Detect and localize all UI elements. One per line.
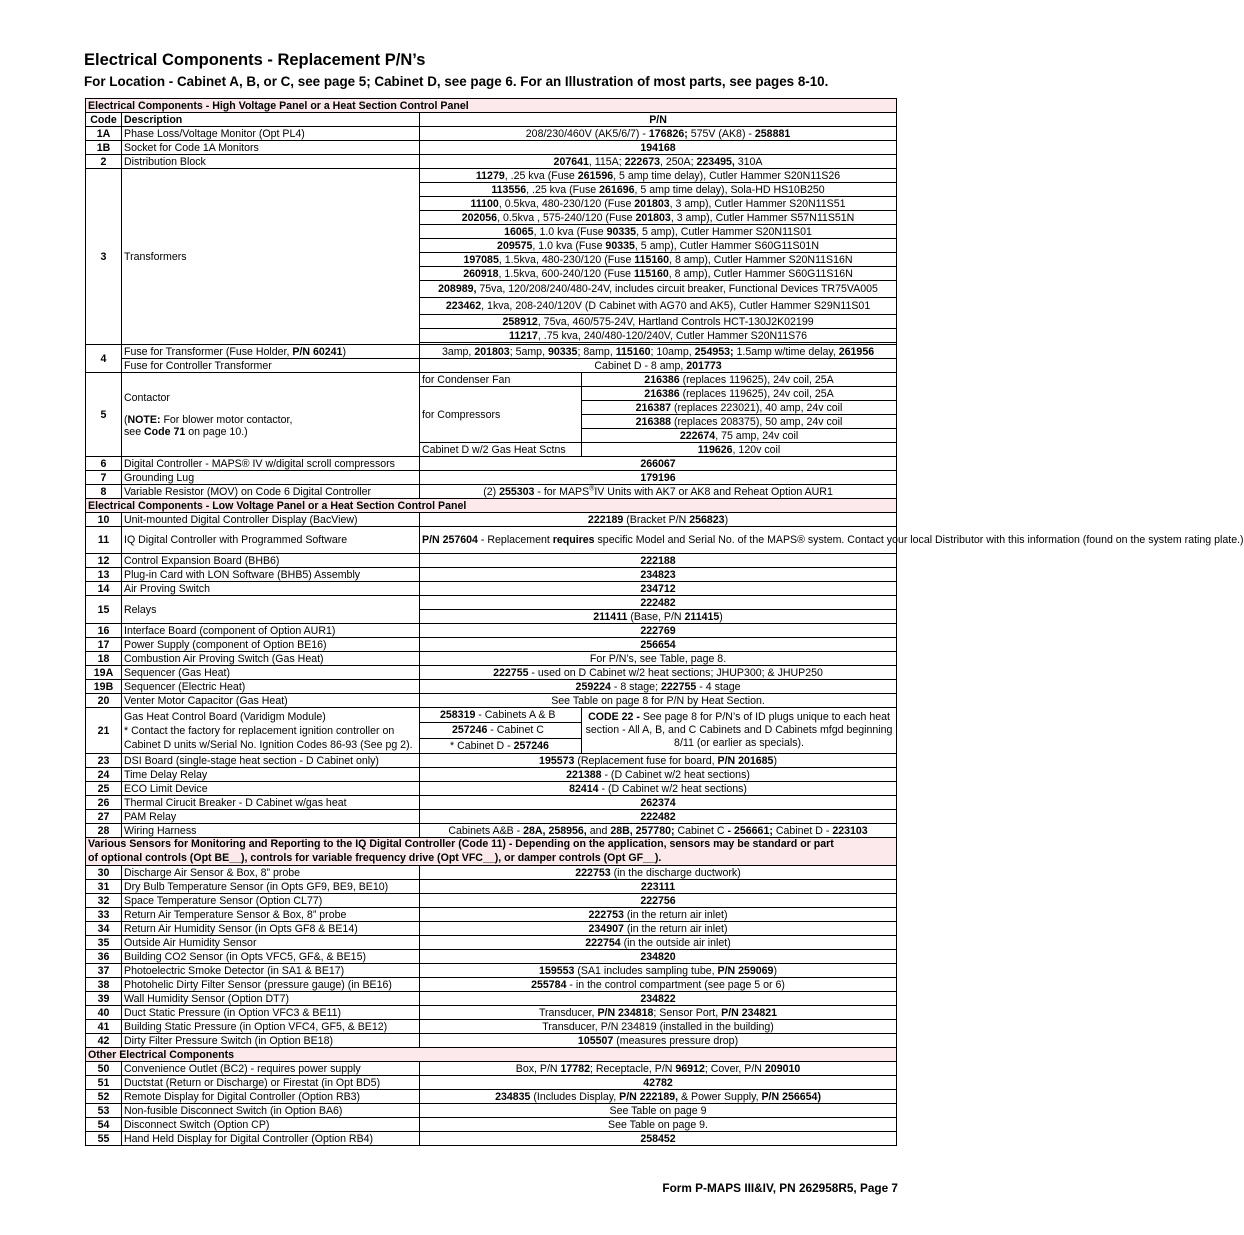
row-code: 36 (86, 950, 122, 964)
table-row (86, 680, 897, 694)
table-row (86, 127, 897, 141)
table-row (86, 1006, 897, 1020)
row-pn: 222754 (in the outside air inlet) (420, 936, 897, 950)
table-row (86, 359, 897, 373)
table-row (86, 485, 897, 499)
row-pn: Box, P/N 17782; Receptacle, P/N 96912; Cover, P/N 209010 (420, 1062, 897, 1076)
table-row (86, 155, 897, 169)
row-code: 55 (86, 1132, 122, 1146)
row-description: Building CO2 Sensor (in Opts VFC5, GF&, & BE15) (122, 950, 420, 964)
row-description: Ductstat (Return or Discharge) or Firestat (in Opt BD5) (122, 1076, 420, 1090)
row-pn: 222189 (Bracket P/N 256823) (420, 513, 897, 527)
row-code: 52 (86, 1090, 122, 1104)
row-pn: 197085, 1.5kva, 480-230/120 (Fuse 115160, 8 amp), Cutler Hammer S20N11S16N (420, 253, 897, 267)
row-pn: 11217, .75 kva, 240/480-120/240V, Cutler Hammer S20N11S76 (420, 329, 897, 343)
table-row (86, 1104, 897, 1118)
header-code: Code (86, 113, 122, 127)
row-code: 20 (86, 694, 122, 708)
row-description: Sequencer (Gas Heat) (122, 666, 420, 680)
row-description: IQ Digital Controller with Programmed Software (122, 527, 420, 554)
row-description: Combustion Air Proving Switch (Gas Heat) (122, 652, 420, 666)
row-code: 30 (86, 866, 122, 880)
row-pn: 234820 (420, 950, 897, 964)
row-pn: 223111 (420, 880, 897, 894)
row-description: Wiring Harness (122, 824, 420, 838)
table-row (86, 768, 897, 782)
row-pn: 221388 - (D Cabinet w/2 heat sections) (420, 768, 897, 782)
table-row (86, 824, 897, 838)
row-code: 39 (86, 992, 122, 1006)
row-description: PAM Relay (122, 810, 420, 824)
row-description: Disconnect Switch (Option CP) (122, 1118, 420, 1132)
row-description: Contactor (NOTE: For blower motor contactor, see Code 71 on page 10.) (122, 373, 420, 457)
row-code: 15 (86, 596, 122, 624)
row-pn: 222753 (in the return air inlet) (420, 908, 897, 922)
row-description: Phase Loss/Voltage Monitor (Opt PL4) (122, 127, 420, 141)
row-pn: 16065, 1.0 kva (Fuse 90335, 5 amp), Cutler Hammer S20N11S01 (420, 225, 897, 239)
row-description: Duct Static Pressure (in Option VFC3 & BE11) (122, 1006, 420, 1020)
table-row (86, 568, 897, 582)
row-subcategory: Cabinet D w/2 Gas Heat Sctns (420, 443, 582, 457)
row-subcategory: for Condenser Fan (420, 373, 582, 387)
table-row (86, 950, 897, 964)
row-code: 53 (86, 1104, 122, 1118)
row-pn: 119626, 120v coil (582, 443, 897, 457)
row-description: Plug-in Card with LON Software (BHB5) Assembly (122, 568, 420, 582)
row-code: 38 (86, 978, 122, 992)
table-row (86, 1034, 897, 1048)
row-code: 32 (86, 894, 122, 908)
row-description: Discharge Air Sensor & Box, 8” probe (122, 866, 420, 880)
row-description: Return Air Humidity Sensor (in Opts GF8 & BE14) (122, 922, 420, 936)
table-row (86, 978, 897, 992)
row-pn: 223462, 1kva, 208-240/120V (D Cabinet with AG70 and AK5), Cutler Hammer S29N11S01 (420, 298, 897, 315)
page-footer: Form P-MAPS III&IV, PN 262958R5, Page 7 (662, 1181, 898, 1195)
row-description: Socket for Code 1A Monitors (122, 141, 420, 155)
row-pn: 42782 (420, 1076, 897, 1090)
row-code: 27 (86, 810, 122, 824)
table-row (86, 652, 897, 666)
row-description: Non-fusible Disconnect Switch (in Option BA6) (122, 1104, 420, 1118)
row-code: 19A (86, 666, 122, 680)
header-description: Description (122, 113, 420, 127)
row-code: 33 (86, 908, 122, 922)
row-code: 1B (86, 141, 122, 155)
row-pn: 234822 (420, 992, 897, 1006)
table-row (86, 922, 897, 936)
row-pn: 216387 (replaces 223021), 40 amp, 24v coil (582, 401, 897, 415)
row-pn: 209575, 1.0 kva (Fuse 90335, 5 amp), Cutler Hammer S60G11S01N (420, 239, 897, 253)
row-pn: 256654 (420, 638, 897, 652)
row-code: 19B (86, 680, 122, 694)
row-description: Dirty Filter Pressure Switch (in Option BE18) (122, 1034, 420, 1048)
row-code: 5 (86, 373, 122, 457)
header-pn: P/N (420, 113, 897, 127)
row-description: Fuse for Transformer (Fuse Holder, P/N 60241) (122, 345, 420, 359)
table-row (86, 708, 897, 754)
row-code: 17 (86, 638, 122, 652)
table-row (86, 1076, 897, 1090)
row-code: 34 (86, 922, 122, 936)
row-pn: 222482 (420, 596, 897, 610)
row-code: 21 (86, 708, 122, 754)
row-pn: P/N 257604 - Replacement requires specific Model and Serial No. of the MAPS® system. Contact your local Distributor with this information (found on the system rating plate.) (420, 527, 897, 554)
row-description: Relays (122, 596, 420, 624)
table-row (86, 796, 897, 810)
row-code: 41 (86, 1020, 122, 1034)
row-description: Variable Resistor (MOV) on Code 6 Digital Controller (122, 485, 420, 499)
row-description: Unit-mounted Digital Controller Display (BacView) (122, 513, 420, 527)
row-code: 25 (86, 782, 122, 796)
row-pn: For P/N’s, see Table, page 8. (420, 652, 897, 666)
table-row (86, 373, 897, 387)
table-row (86, 638, 897, 652)
row-code: 31 (86, 880, 122, 894)
row-description: Dry Bulb Temperature Sensor (in Opts GF9, BE9, BE10) (122, 880, 420, 894)
row-pn: 234823 (420, 568, 897, 582)
row-code: 11 (86, 527, 122, 554)
row-pn: 222482 (420, 810, 897, 824)
row-pn: 259224 - 8 stage; 222755 - 4 stage (420, 680, 897, 694)
row-code: 28 (86, 824, 122, 838)
table-row (86, 141, 897, 155)
row-description: Sequencer (Electric Heat) (122, 680, 420, 694)
row-description: Thermal Cirucit Breaker - D Cabinet w/gas heat (122, 796, 420, 810)
row-pn: 207641, 115A; 222673, 250A; 223495, 310A (420, 155, 897, 169)
row-note: CODE 22 - See page 8 for P/N’s of ID plugs unique to each heat section - All A, B, and C Cabinets and D Cabinets mfgd beginning 8/11 (or earlier as specials). (582, 708, 897, 754)
row-pn: 222188 (420, 554, 897, 568)
row-pn: 222769 (420, 624, 897, 638)
row-pn: 222755 - used on D Cabinet w/2 heat sections; JHUP300; & JHUP250 (420, 666, 897, 680)
table-header (86, 113, 897, 127)
row-code: 35 (86, 936, 122, 950)
page-title: Electrical Components - Replacement P/N’s (84, 51, 426, 69)
row-pn: 216386 (replaces 119625), 24v coil, 25A (582, 373, 897, 387)
table-row (86, 894, 897, 908)
row-pn: 262374 (420, 796, 897, 810)
row-pn: See Table on page 9 (420, 1104, 897, 1118)
row-pn: See Table on page 8 for P/N by Heat Section. (420, 694, 897, 708)
row-pn: 3amp, 201803; 5amp, 90335; 8amp, 115160; 10amp, 254953; 1.5amp w/time delay, 261956 (420, 345, 897, 359)
row-pn: 255784 - in the control compartment (see page 5 or 6) (420, 978, 897, 992)
row-code: 6 (86, 457, 122, 471)
row-code: 26 (86, 796, 122, 810)
row-pn: 105507 (measures pressure drop) (420, 1034, 897, 1048)
table-row (86, 624, 897, 638)
row-description: Hand Held Display for Digital Controller (Option RB4) (122, 1132, 420, 1146)
row-description: Outside Air Humidity Sensor (122, 936, 420, 950)
table-row (86, 810, 897, 824)
row-description: Power Supply (component of Option BE16) (122, 638, 420, 652)
row-pn: 11100, 0.5kva, 480-230/120 (Fuse 201803, 3 amp), Cutler Hammer S20N11S51 (420, 197, 897, 211)
table-row (86, 1020, 897, 1034)
row-pn: 234835 (Includes Display, P/N 222189, & Power Supply, P/N 256654) (420, 1090, 897, 1104)
row-description: Grounding Lug (122, 471, 420, 485)
table-row (86, 582, 897, 596)
row-code: 54 (86, 1118, 122, 1132)
row-pn: Cabinets A&B - 28A, 258956, and 28B, 257780; Cabinet C - 256661; Cabinet D - 223103 (420, 824, 897, 838)
table-row (86, 992, 897, 1006)
row-code: 12 (86, 554, 122, 568)
row-pn: 222674, 75 amp, 24v coil (582, 429, 897, 443)
section-title: Electrical Components - Low Voltage Panel or a Heat Section Control Panel (86, 499, 897, 513)
table-row (86, 1132, 897, 1146)
row-code: 13 (86, 568, 122, 582)
row-code: 1A (86, 127, 122, 141)
table-row (86, 754, 897, 768)
table-row (86, 666, 897, 680)
parts-table (85, 98, 1244, 1146)
row-description: Remote Display for Digital Controller (Option RB3) (122, 1090, 420, 1104)
row-code: 51 (86, 1076, 122, 1090)
section-title: Electrical Components - High Voltage Panel or a Heat Section Control Panel (86, 99, 897, 113)
row-description: Digital Controller - MAPS® IV w/digital scroll compressors (122, 457, 420, 471)
row-pn: 222753 (in the discharge ductwork) (420, 866, 897, 880)
row-subcategory: for Compressors (420, 387, 582, 443)
row-code: 37 (86, 964, 122, 978)
page-subtitle: For Location - Cabinet A, B, or C, see page 5; Cabinet D, see page 6. For an Illustration of most parts, see pages 8-10. (84, 74, 829, 89)
row-description: ECO Limit Device (122, 782, 420, 796)
row-description: Transformers (122, 169, 420, 345)
row-code: 24 (86, 768, 122, 782)
row-description: Building Static Pressure (in Option VFC4, GF5, & BE12) (122, 1020, 420, 1034)
row-pn: 208989, 75va, 120/208/240/480-24V, includes circuit breaker, Functional Devices TR75VA005 (420, 281, 897, 298)
row-pn: 195573 (Replacement fuse for board, P/N 201685) (420, 754, 897, 768)
row-pn-list: 258319 - Cabinets A & B 257246 - Cabinet C * Cabinet D - 257246 (420, 708, 582, 754)
row-pn: 208/230/460V (AK5/6/7) - 176826; 575V (AK8) - 258881 (420, 127, 897, 141)
row-code: 7 (86, 471, 122, 485)
row-pn: 202056, 0.5kva , 575-240/120 (Fuse 201803, 3 amp), Cutler Hammer S57N11S51N (420, 211, 897, 225)
row-description: DSI Board (single-stage heat section - D Cabinet only) (122, 754, 420, 768)
row-pn: 216388 (replaces 208375), 50 amp, 24v coil (582, 415, 897, 429)
table-row (86, 908, 897, 922)
table-row (86, 1090, 897, 1104)
row-code: 18 (86, 652, 122, 666)
table-row (86, 527, 897, 554)
table-row (86, 457, 897, 471)
table-row (86, 554, 897, 568)
row-code: 16 (86, 624, 122, 638)
table-row (86, 596, 897, 610)
table-row (86, 964, 897, 978)
row-description: Photohelic Dirty Filter Sensor (pressure gauge) (in BE16) (122, 978, 420, 992)
row-pn: 113556, .25 kva (Fuse 261696, 5 amp time delay), Sola-HD HS10B250 (420, 183, 897, 197)
row-pn: 222756 (420, 894, 897, 908)
row-description: Venter Motor Capacitor (Gas Heat) (122, 694, 420, 708)
table-row (86, 1118, 897, 1132)
section-title: Various Sensors for Monitoring and Reporting to the IQ Digital Controller (Code 11) - Depending on the application, sensors may be standard or part of optional controls (Opt BE__), controls for variable frequency drive (Opt VFC__), or damper controls (Opt GF__). (86, 838, 897, 866)
row-description: Control Expansion Board (BHB6) (122, 554, 420, 568)
row-pn: 258452 (420, 1132, 897, 1146)
section-row (86, 1048, 897, 1062)
row-code: 2 (86, 155, 122, 169)
row-description: Wall Humidity Sensor (Option DT7) (122, 992, 420, 1006)
row-pn: See Table on page 9. (420, 1118, 897, 1132)
row-code: 42 (86, 1034, 122, 1048)
row-pn: Transducer, P/N 234819 (installed in the building) (420, 1020, 897, 1034)
section-title: Other Electrical Components (86, 1048, 897, 1062)
row-description: Convenience Outlet (BC2) - requires power supply (122, 1062, 420, 1076)
row-code: 23 (86, 754, 122, 768)
row-pn: Transducer, P/N 234818; Sensor Port, P/N 234821 (420, 1006, 897, 1020)
row-pn: Cabinet D - 8 amp, 201773 (420, 359, 897, 373)
row-pn: 11279, .25 kva (Fuse 261596, 5 amp time delay), Cutler Hammer S20N11S26 (420, 169, 897, 183)
row-pn: 234712 (420, 582, 897, 596)
row-code: 14 (86, 582, 122, 596)
row-description: Space Temperature Sensor (Option CL77) (122, 894, 420, 908)
row-pn: 234907 (in the return air inlet) (420, 922, 897, 936)
row-code: 4 (86, 345, 122, 373)
section-row (86, 499, 897, 513)
table-row (86, 782, 897, 796)
row-description: Return Air Temperature Sensor & Box, 8” probe (122, 908, 420, 922)
row-description: Time Delay Relay (122, 768, 420, 782)
row-code: 50 (86, 1062, 122, 1076)
table-row (86, 936, 897, 950)
row-pn: 82414 - (D Cabinet w/2 heat sections) (420, 782, 897, 796)
table-row (86, 471, 897, 485)
section-row (86, 99, 897, 113)
row-pn: 258912, 75va, 460/575-24V, Hartland Controls HCT-130J2K02199 (420, 315, 897, 329)
table-row (86, 866, 897, 880)
row-description: Interface Board (component of Option AUR1) (122, 624, 420, 638)
row-description: Fuse for Controller Transformer (122, 359, 420, 373)
row-pn: 211411 (Base, P/N 211415) (420, 610, 897, 624)
section-row (86, 838, 897, 866)
row-description: Photoelectric Smoke Detector (in SA1 & BE17) (122, 964, 420, 978)
row-code: 40 (86, 1006, 122, 1020)
row-pn: 216386 (replaces 119625), 24v coil, 25A (582, 387, 897, 401)
row-pn: 159553 (SA1 includes sampling tube, P/N 259069) (420, 964, 897, 978)
row-description: Gas Heat Control Board (Varidigm Module) * Contact the factory for replacement ignition controller on Cabinet D units w/Serial No. Ignition Codes 86-93 (See pg 2). (122, 708, 420, 754)
row-pn: 194168 (420, 141, 897, 155)
table-row (86, 1062, 897, 1076)
table-row (86, 880, 897, 894)
table-row (86, 169, 897, 183)
table-row (86, 694, 897, 708)
row-code: 3 (86, 169, 122, 345)
row-code: 8 (86, 485, 122, 499)
row-pn: 179196 (420, 471, 897, 485)
row-pn: (2) 255303 - for MAPS®IV Units with AK7 or AK8 and Reheat Option AUR1 (420, 485, 897, 499)
row-description: Distribution Block (122, 155, 420, 169)
row-pn: 266067 (420, 457, 897, 471)
table-row (86, 513, 897, 527)
row-code: 10 (86, 513, 122, 527)
row-description: Air Proving Switch (122, 582, 420, 596)
table-row (86, 345, 897, 359)
row-pn: 260918, 1.5kva, 600-240/120 (Fuse 115160, 8 amp), Cutler Hammer S60G11S16N (420, 267, 897, 281)
